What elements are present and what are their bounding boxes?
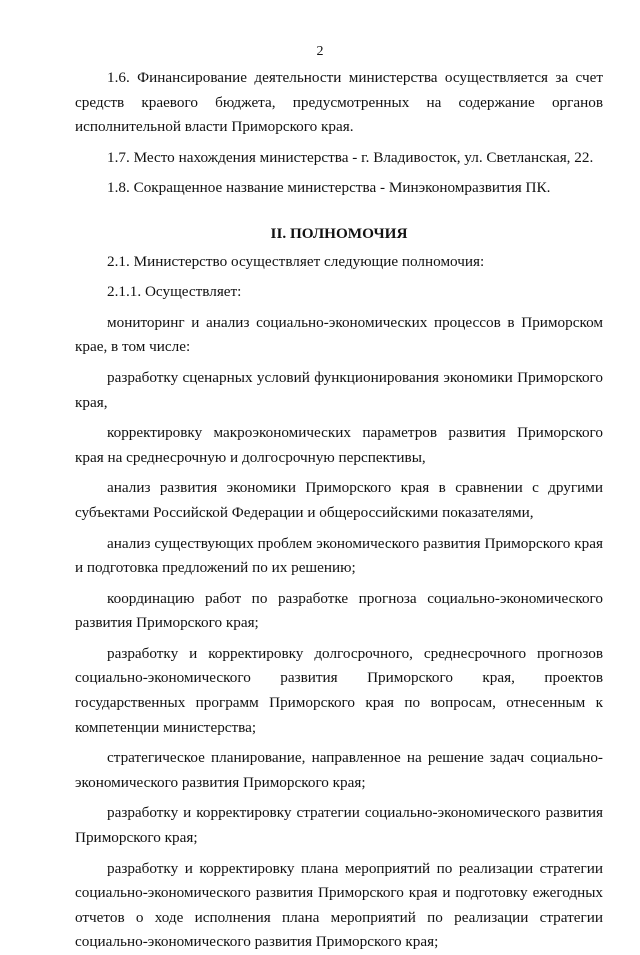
- paragraph-strategy: разработку и корректировку стратегии социально-экономического развития Приморского края;: [75, 804, 603, 847]
- paragraph-1-8: 1.8. Сокращенное название министерства - Минэкономразвития ПК.: [107, 179, 551, 197]
- paragraph-2-1: 2.1. Министерство осуществляет следующие полномочия:: [107, 252, 485, 270]
- paragraph-1-7: 1.7. Место нахождения министерства - г. Владивосток, ул. Светланская, 22.: [107, 148, 594, 166]
- document-body: [75, 66, 603, 955]
- paragraph-scenario: разработку сценарных условий функционирования экономики Приморского края,: [75, 368, 603, 411]
- page-number: 2: [316, 44, 324, 59]
- paragraph-coordination: координацию работ по разработке прогноза социально-экономического развития Приморского края;: [75, 589, 603, 632]
- section-heading: II. ПОЛНОМОЧИЯ: [270, 224, 408, 242]
- paragraph-forecasts: разработку и корректировку долгосрочного, среднесрочного прогнозов социально-экономического развития Приморского края, проектов государственных программ Приморского края по вопросам, отнесенным к компетенции министерства;: [75, 644, 603, 736]
- paragraph-action-plan: разработку и корректировку плана мероприятий по реализации стратегии социально-экономического развития Приморского края и подготовку ежегодных отчетов о ходе исполнения плана мероприятий по реализации стратегии социально-экономического развития Приморского края;: [75, 859, 603, 951]
- paragraph-monitoring: мониторинг и анализ социально-экономических процессов в Приморском крае, в том числе:: [75, 313, 603, 356]
- paragraph-2-1-1: 2.1.1. Осуществляет:: [107, 283, 242, 301]
- paragraph-planning: стратегическое планирование, направленное на решение задач социально-экономического развития Приморского края;: [75, 749, 603, 791]
- paragraph-macro: корректировку макроэкономических параметров развития Приморского края на среднесрочную и долгосрочную перспективы,: [75, 424, 603, 466]
- paragraph-1-6: 1.6. Финансирование деятельности министерства осуществляется за счет средств краевого бюджета, предусмотренных на содержание органов исполнительной власти Приморского края.: [75, 69, 603, 136]
- paragraph-comparison: анализ развития экономики Приморского края в сравнении с другими субъектами Российской Федерации и общероссийскими показателями,: [75, 479, 603, 521]
- paragraph-problems: анализ существующих проблем экономического развития Приморского края и подготовка предложений по их решению;: [75, 534, 603, 577]
